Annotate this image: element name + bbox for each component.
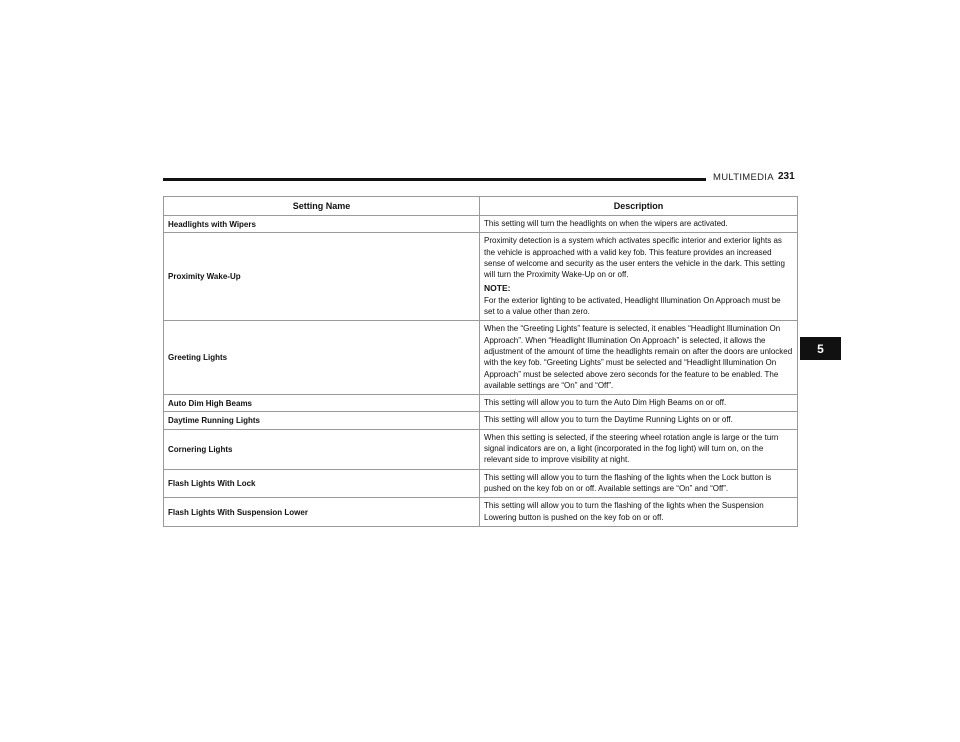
table-row [164,216,798,233]
table-row [164,498,798,527]
header-rule [163,178,706,181]
chapter-tab: 5 [800,337,841,360]
table-header-row [164,197,798,216]
note-label: NOTE: [484,283,511,294]
setting-name: Cornering Lights [164,429,480,469]
column-header-description: Description [480,197,798,216]
setting-name: Daytime Running Lights [164,412,480,429]
table-row [164,321,798,395]
description-text: This setting will allow you to turn the Daytime Running Lights on or off. [484,415,733,425]
setting-name: Greeting Lights [164,321,480,395]
setting-name: Flash Lights With Suspension Lower [164,498,480,527]
setting-name: Flash Lights With Lock [164,469,480,498]
setting-description [480,498,798,527]
setting-name: Auto Dim High Beams [164,395,480,412]
description-text: When the “Greeting Lights” feature is selected, it enables “Headlight Illumination On Approach”. When “Headlight Illumination On Approach” is selected, it allows the adjustment of the amount of time the headlights remain on after the doors are unlocked with the key fob. “Greeting Lights” must be selected and “Headlight Illumination On Approach” must be selected above zero seconds for the feature to be enabled. The available settings are “On” and “Off”. [484,324,793,390]
table-row [164,395,798,412]
description-text: This setting will allow you to turn the flashing of the lights when the Suspension Lowering button is pushed on the key fob on or off. [484,501,764,522]
description-text: This setting will allow you to turn the Auto Dim High Beams on or off. [484,398,727,408]
description-text: This setting will turn the headlights on when the wipers are activated. [484,219,728,228]
setting-name: Headlights with Wipers [164,216,480,233]
setting-name: Proximity Wake-Up [164,233,480,321]
note-text: For the exterior lighting to be activated, Headlight Illumination On Approach must be set to a value other than zero. [484,295,781,317]
setting-description [480,395,798,412]
section-title: MULTIMEDIA [713,172,774,183]
setting-description [480,429,798,469]
setting-description [480,412,798,429]
description-text: This setting will allow you to turn the flashing of the lights when the Lock button is pushed on the key fob on or off. Available settings are “On” and “Off”. [484,472,772,493]
table-row [164,429,798,469]
table-row [164,233,798,321]
description-text: Proximity detection is a system which activates specific interior and exterior lights as the vehicle is approached with a valid key fob. This feature provides an increased sense of welcome and security as the user enters the vehicle in the dark. This setting will turn the Proximity Wake-Up on or off. [484,236,785,280]
setting-description [480,233,798,321]
settings-table [163,196,798,527]
page-number: 231 [778,171,795,182]
setting-description [480,321,798,395]
setting-description [480,216,798,233]
column-header-setting-name: Setting Name [164,197,480,216]
table-row [164,412,798,429]
table-row [164,469,798,498]
setting-description [480,469,798,498]
description-text: When this setting is selected, if the steering wheel rotation angle is large or the turn signal indicators are on, a light (incorporated in the fog light) will turn on, on the relevant side to improve visibility at night. [484,432,779,465]
